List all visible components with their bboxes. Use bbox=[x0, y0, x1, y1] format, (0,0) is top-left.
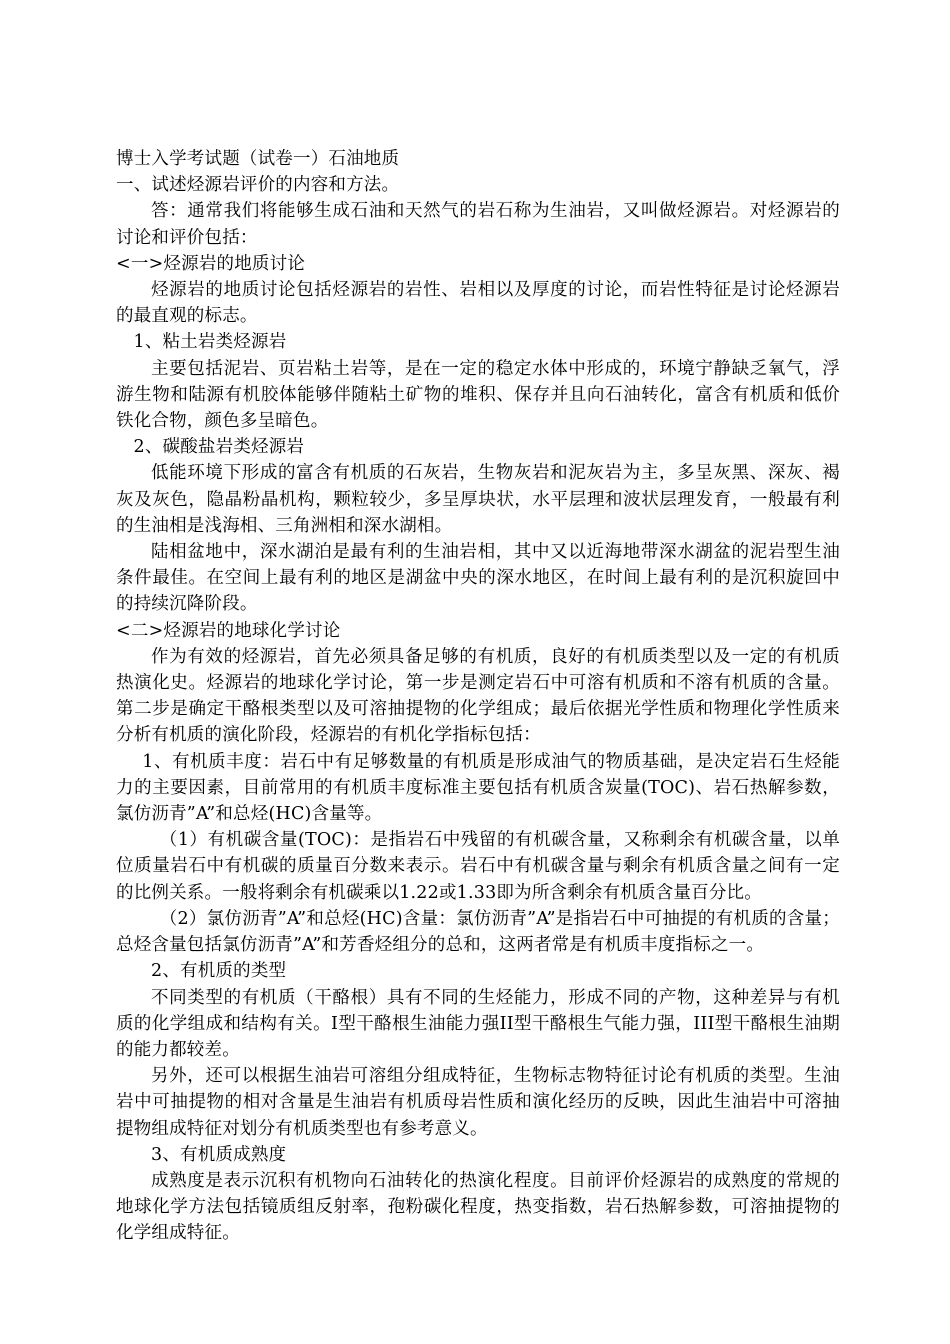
section-2-sub-1: （1）有机碳含量(TOC)：是指岩石中残留的有机碳含量，又称剩余有机碳含量，以单位质量岩石中有机碳的质量百分数来表示。岩石中有机碳含量与剩余有机质含量之间有一定的比例关系。一般将剩余有机碳乘以1.22或1.33即为所含剩余有机质含量百分比。 bbox=[116, 830, 840, 903]
section-2-sub-2: （2）氯仿沥青”A”和总烃(HC)含量：氯仿沥青”A”是指岩石中可抽提的有机质的含量；总烃含量包括氯仿沥青”A”和芳香烃组分的总和，这两者常是有机质丰度指标之一。 bbox=[116, 908, 840, 956]
section-1-heading: <一>烃源岩的地质讨论 bbox=[116, 253, 306, 274]
answer-intro: 答：通常我们将能够生成石油和天然气的岩石称为生油岩，又叫做烃源岩。对烃源岩的讨论和评价包括： bbox=[116, 201, 840, 248]
section-2-item-1-text: 1、有机质丰度：岩石中有足够数量的有机质是形成油气的物质基础，是决定岩石生烃能力的主要因素，目前常用的有机质丰度标准主要包括有机质含炭量(TOC)、岩石热解参数，氯仿沥青”A”和总烃(HC)含量等。 bbox=[116, 751, 840, 825]
section-1-item-2-text: 低能环境下形成的富含有机质的石灰岩，生物灰岩和泥灰岩为主，多呈灰黑、深灰、褐灰及灰色，隐晶粉晶机构，颗粒较少，多呈厚块状，水平层理和波状层理发育，一般最有利的生油相是浅海相、三角洲相和深水湖相。 bbox=[116, 463, 840, 536]
section-2-item-2-heading: 2、有机质的类型 bbox=[151, 961, 287, 982]
section-1-intro: 烃源岩的地质讨论包括烃源岩的岩性、岩相以及厚度的讨论，而岩性特征是讨论烃源岩的最直观的标志。 bbox=[116, 280, 840, 327]
section-2-heading: <二>烃源岩的地球化学讨论 bbox=[116, 620, 341, 641]
section-1-item-1-heading: 1、粘土岩类烃源岩 bbox=[133, 332, 287, 353]
section-2-intro: 作为有效的烃源岩，首先必须具备足够的有机质，良好的有机质类型以及一定的有机质热演化史。烃源岩的地球化学讨论，第一步是测定岩石中可溶有机质和不溶有机质的含量。第二步是确定干酪根类型以及可溶抽提物的化学组成；最后依据光学性质和物理化学性质来分析有机质的演化阶段，烃源岩的有机化学指标包括： bbox=[116, 646, 840, 746]
section-1-item-2-heading: 2、碳酸盐岩类烃源岩 bbox=[133, 437, 305, 458]
section-2-item-2-text-2: 另外，还可以根据生油岩可溶组分组成特征，生物标志物特征讨论有机质的类型。生油岩中可抽提物的相对含量是生油岩有机质母岩性质和演化经历的反映，因此生油岩中可溶抽提物组成特征对划分有机质类型也有参考意义。 bbox=[116, 1066, 840, 1139]
section-1-item-1-text: 主要包括泥岩、页岩粘土岩等，是在一定的稳定水体中形成的，环境宁静缺乏氧气，浮游生物和陆源有机胶体能够伴随粘土矿物的堆积、保存并且向石油转化，富含有机质和低价铁化合物，颜色多呈暗色。 bbox=[116, 358, 840, 432]
question-1: 一、试述烃源岩评价的内容和方法。 bbox=[116, 175, 400, 196]
section-2-item-3-heading: 3、有机质成熟度 bbox=[151, 1144, 287, 1165]
document-page bbox=[116, 146, 840, 1247]
section-1-item-2-text-2: 陆相盆地中，深水湖泊是最有利的生油岩相，其中又以近海地带深水湖盆的泥岩型生油条件最佳。在空间上最有利的地区是湖盆中央的深水地区，在时间上最有利的是沉积旋回中的持续沉降阶段。 bbox=[116, 542, 840, 615]
section-2-item-3-text: 成熟度是表示沉积有机物向石油转化的热演化程度。目前评价烃源岩的成熟度的常规的地球化学方法包括镜质组反射率，孢粉碳化程度，热变指数，岩石热解参数，可溶抽提物的化学组成特征。 bbox=[116, 1170, 840, 1244]
section-2-item-2-text: 不同类型的有机质（干酪根）具有不同的生烃能力，形成不同的产物，这种差异与有机质的化学组成和结构有关。I型干酪根生油能力强II型干酪根生气能力强，III型干酪根生油期的能力都较差。 bbox=[116, 987, 840, 1060]
document-title: 博士入学考试题（试卷一）石油地质 bbox=[116, 149, 400, 169]
